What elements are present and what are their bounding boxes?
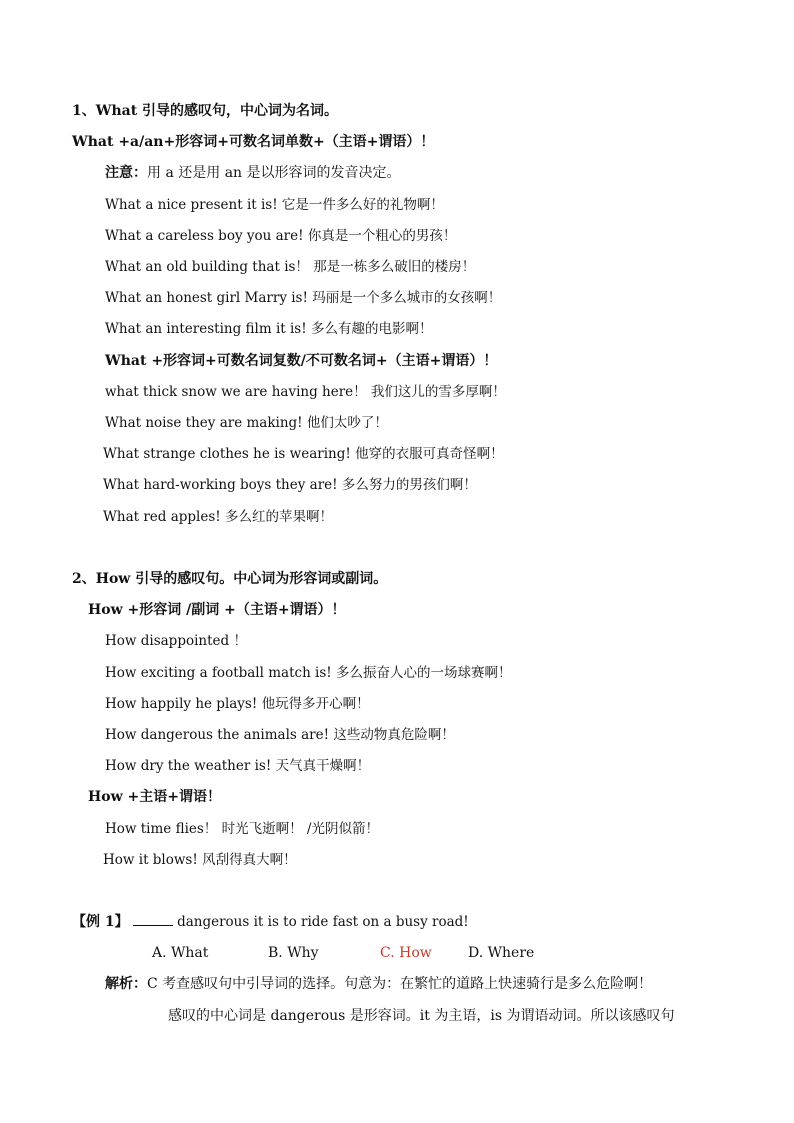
- section1-formula-2: What +形容词+可数名词复数/不可数名词+（主语+谓语）！: [105, 353, 498, 369]
- example-sentence: How dangerous the animals are! 这些动物真危险啊！: [105, 727, 455, 743]
- example-sentence: What a careless boy you are! 你真是一个粗心的男孩！: [105, 228, 457, 244]
- example-sentence: What hard-working boys they are! 多么努力的男孩们啊！: [103, 477, 477, 493]
- example-sentence: How disappointed ！: [105, 633, 247, 649]
- analysis-text-1: C 考查感叹句中引导词的选择。句意为：在繁忙的道路上快速骑行是多么危险啊！: [147, 976, 653, 992]
- option-d[interactable]: D. Where: [468, 945, 535, 961]
- answer-blank[interactable]: [133, 911, 173, 926]
- analysis-line-1: [105, 973, 652, 995]
- analysis-label: 解析：: [105, 976, 147, 992]
- example-sentence: How exciting a football match is! 多么振奋人心的一场球赛啊！: [105, 665, 512, 681]
- analysis-line-2: 感叹的中心词是 dangerous 是形容词。it 为主语，is 为谓语动词。所以该感叹句: [168, 1008, 675, 1024]
- example-sentence: How dry the weather is! 天气真干燥啊！: [105, 758, 371, 774]
- example-sentence: How happily he plays! 他玩得多开心啊！: [105, 696, 370, 712]
- section1-formula-1: What +a/an+形容词+可数名词单数+（主语+谓语）！: [72, 134, 435, 150]
- option-b[interactable]: B. Why: [268, 945, 319, 961]
- section1-heading: 1、What 引导的感叹句，中心词为名词。: [72, 103, 339, 119]
- example-sentence: What red apples! 多么红的苹果啊！: [103, 509, 333, 525]
- section2-heading: 2、How 引导的感叹句。中心词为形容词或副词。: [72, 571, 388, 587]
- example-sentence: What an interesting film it is! 多么有趣的电影啊！: [105, 321, 433, 337]
- section2-formula-1: How +形容词 /副词 +（主语+谓语）！: [88, 602, 346, 618]
- example-sentence: How it blows! 风刮得真大啊！: [103, 852, 297, 868]
- note-line: [105, 162, 401, 184]
- section2-formula-2: How +主语+谓语！: [88, 789, 221, 805]
- example1-question: dangerous it is to ride fast on a busy road!: [177, 914, 469, 930]
- example-sentence: What an honest girl Marry is! 玛丽是一个多么城市的女孩啊！: [105, 290, 502, 306]
- example-sentence: what thick snow we are having here！ 我们这儿的雪多厚啊！: [105, 384, 506, 400]
- note-label: 注意：: [105, 165, 147, 181]
- example1-label: 【例 1】: [72, 914, 129, 930]
- example1-question-line: [72, 911, 469, 933]
- example-sentence: What a nice present it is! 它是一件多么好的礼物啊！: [105, 197, 444, 213]
- example-sentence: How time flies！ 时光飞逝啊！ /光阴似箭！: [105, 821, 379, 837]
- example-sentence: What noise they are making! 他们太吵了！: [105, 415, 388, 431]
- example-sentence: What an old building that is！ 那是一栋多么破旧的楼房！: [105, 259, 476, 275]
- option-c-correct[interactable]: C. How: [380, 945, 432, 961]
- example-sentence: What strange clothes he is wearing! 他穿的衣服可真奇怪啊！: [103, 446, 504, 462]
- option-a[interactable]: A. What: [152, 945, 209, 961]
- note-text: 用 a 还是用 an 是以形容词的发音决定。: [147, 165, 401, 181]
